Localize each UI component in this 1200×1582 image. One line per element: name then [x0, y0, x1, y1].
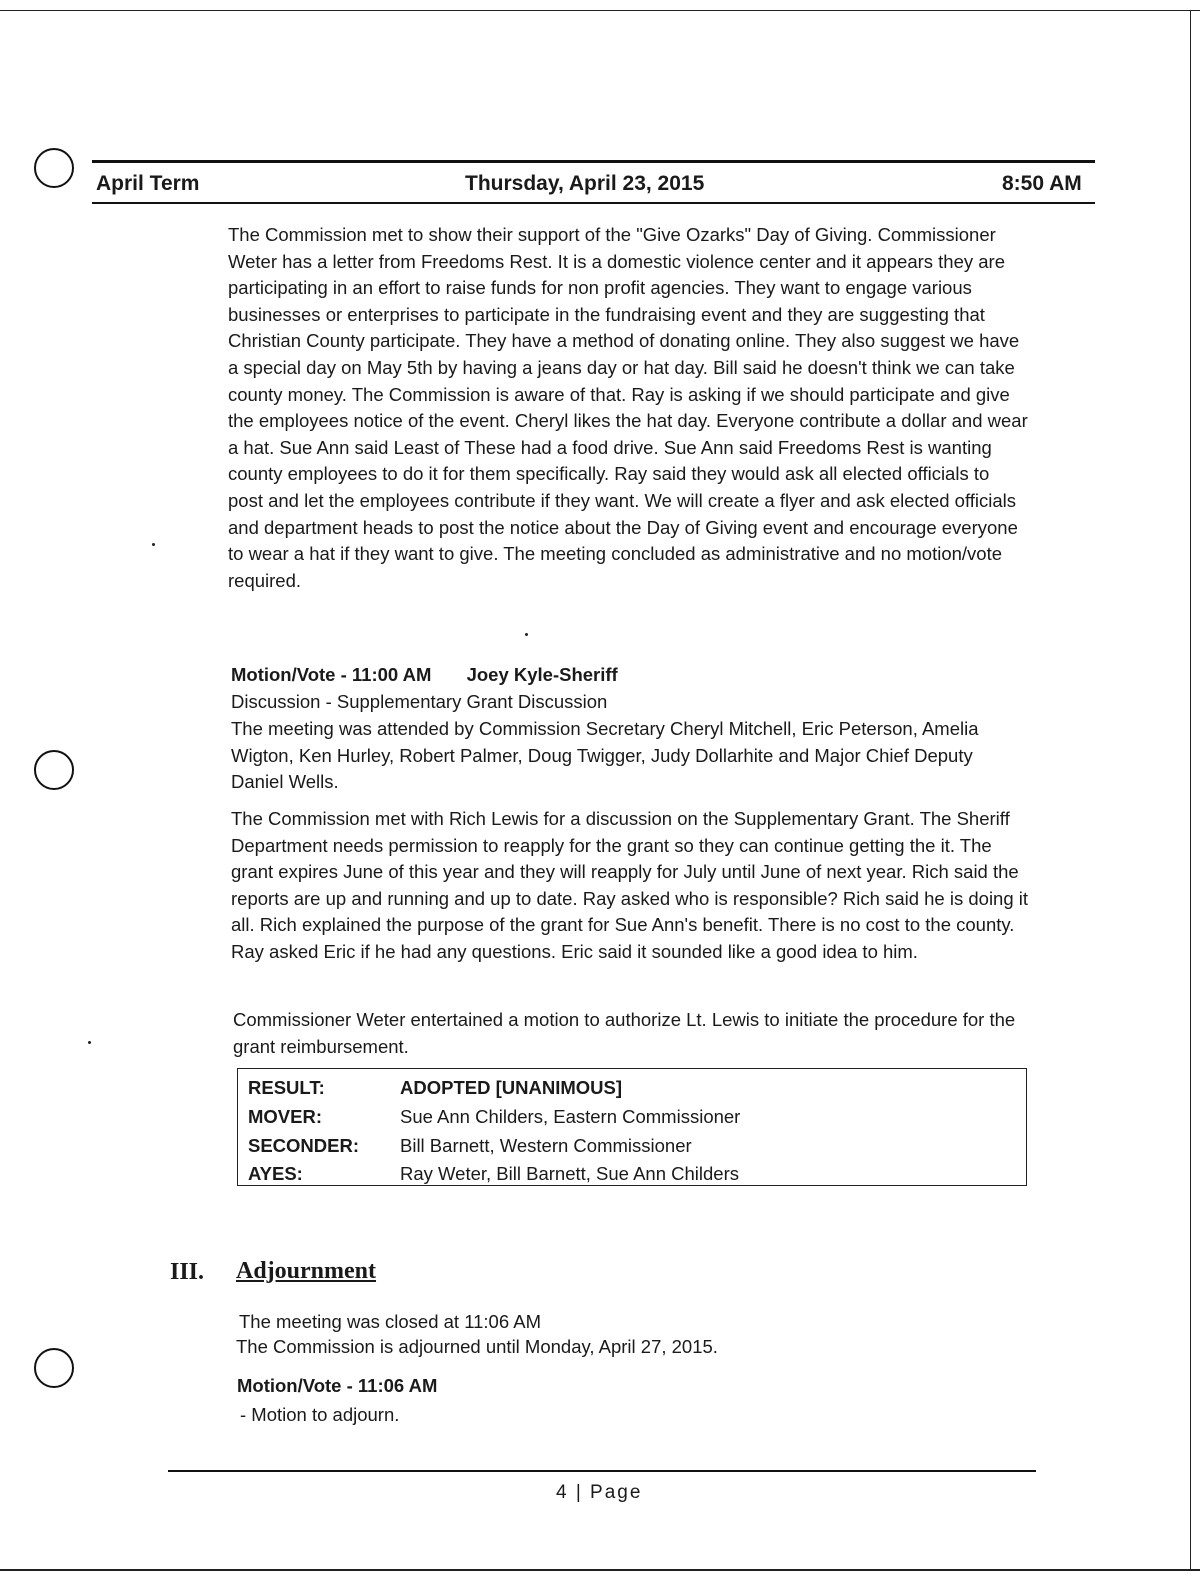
adjourn-motion-label: Motion/Vote - 11:06 AM	[237, 1375, 438, 1396]
punch-hole-middle	[34, 750, 74, 790]
footer-rule	[168, 1470, 1036, 1472]
header-date: Thursday, April 23, 2015	[465, 172, 705, 195]
attendees-paragraph: The meeting was attended by Commission Secretary Cheryl Mitchell, Eric Peterson, Amelia Wigton, Ken Hurley, Robert Palmer, Doug Twigger, Judy Dollarhite and Major Chief Deputy Daniel Wells.	[231, 718, 979, 793]
result-value: ADOPTED [UNANIMOUS]	[400, 1077, 622, 1098]
discussion-line: Discussion - Supplementary Grant Discussion	[231, 691, 608, 712]
ayes-value: Ray Weter, Bill Barnett, Sue Ann Childers	[400, 1163, 739, 1184]
motion-heading	[231, 664, 648, 686]
punch-hole-bottom	[34, 1348, 74, 1388]
punch-hole-top	[34, 148, 74, 188]
header-time: 8:50 AM	[1002, 172, 1082, 195]
speck	[525, 633, 528, 636]
page-border-top	[0, 10, 1200, 11]
section-title: Adjournment	[236, 1258, 377, 1284]
ayes-label: AYES:	[248, 1163, 303, 1184]
result-label: RESULT:	[248, 1077, 325, 1098]
mover-value: Sue Ann Childers, Eastern Commissioner	[400, 1106, 741, 1127]
seconder-value: Bill Barnett, Western Commissioner	[400, 1135, 692, 1156]
seconder-label: SECONDER:	[248, 1135, 360, 1156]
vote-result-table	[237, 1068, 1027, 1186]
adjourn-motion-item: - Motion to adjourn.	[240, 1404, 400, 1425]
page-border-right	[1190, 10, 1191, 1570]
give-ozarks-paragraph: The Commission met to show their support of the "Give Ozarks" Day of Giving. Commissioner Weter has a letter from Freedoms Rest. It is a domestic violence center and it appears they are participating in an effort to raise funds for non profit agencies. They want to engage various businesses or enterprises to participate in the fundraising event and they are suggesting that Christian County participate. They have a method of donating online. They also suggest we have a special day on May 5th by having a jeans day or hat day. Bill said he doesn't think we can take county money. The Commission is aware of that. Ray is asking if we should participate and give the employees notice of the event. Cheryl likes the hat day. Everyone contribute a dollar and wear a hat. Sue Ann said Least of These had a food drive. Sue Ann said Freedoms Rest is wanting county employees to do it for them specifically. Ray said they would ask all elected officials to post and let the employees contribute if they want. We will create a flyer and ask elected officials and department heads to post the notice about the Day of Giving event and encourage everyone to wear a hat if they want to give. The meeting concluded as administrative and no motion/vote required.	[228, 224, 1028, 591]
page-border-bottom	[0, 1569, 1200, 1571]
header-term: April Term	[96, 172, 200, 195]
speck	[88, 1041, 91, 1044]
grant-summary-paragraph: The Commission met with Rich Lewis for a discussion on the Supplementary Grant. The Sheriff Department needs permission to reapply for the grant so they can continue getting the it. The grant expires June of this year and they will reapply for July until June of next year. Rich said the reports are up and running and up to date. Ray asked who is responsible? Rich said he is doing it all. Rich explained the purpose of the grant for Sue Ann's benefit. There is no cost to the county. Ray asked Eric if he had any questions. Eric said it sounded like a good idea to him.	[231, 808, 1029, 962]
section-number: III.	[170, 1259, 205, 1285]
motion-text-paragraph: Commissioner Weter entertained a motion to authorize Lt. Lewis to initiate the procedure for the grant reimbursement.	[233, 1009, 1016, 1057]
mover-label: MOVER:	[248, 1106, 322, 1127]
motion-label: Motion/Vote - 11:00 AM	[231, 664, 432, 685]
header-rule-bottom	[92, 202, 1095, 204]
header-rule-top	[92, 160, 1095, 163]
speck	[152, 543, 155, 546]
page-number: 4 | Page	[556, 1482, 643, 1503]
motion-presenter: Joey Kyle-Sheriff	[466, 664, 618, 685]
adjourned-until-line: The Commission is adjourned until Monday, April 27, 2015.	[236, 1336, 718, 1357]
meeting-closed-line: The meeting was closed at 11:06 AM	[239, 1311, 541, 1332]
